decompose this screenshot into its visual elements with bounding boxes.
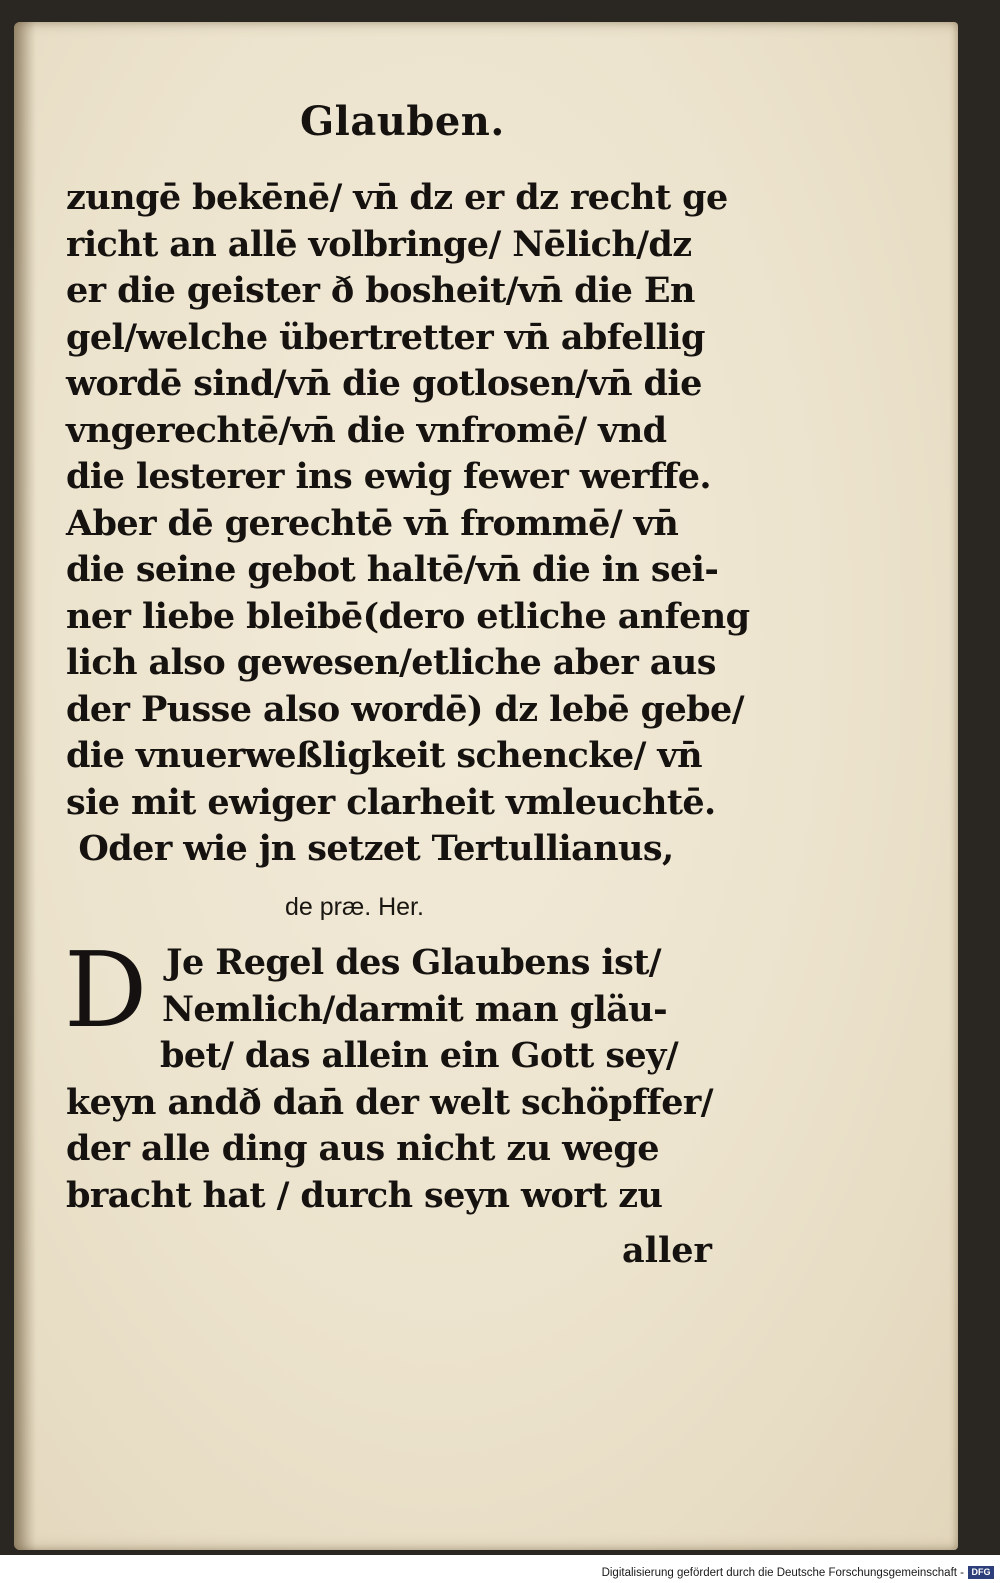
text-line: Je Regel des Glaubens ist/ (166, 942, 661, 983)
text-line: Aber dē gerechtē vn̄ frommē/ vn̄ (66, 502, 679, 544)
text-line: die seine gebot haltē/vn̄ die in sei- (66, 549, 719, 590)
text-line: sie mit ewiger clarheit vmleuchtē. (66, 781, 716, 823)
text-line: bet/ das allein ein Gott sey/ (160, 1035, 679, 1076)
text-line: er die geister ð bosheit/vn̄ die En (66, 270, 695, 311)
catchword: aller (622, 1230, 712, 1271)
text-line: wordē sind/vn̄ die gotlosen/vn̄ die (66, 363, 702, 404)
text-line: richt an allē volbringe/ Nēlich/dz (66, 223, 692, 265)
text-line: der Pusse also wordē) dz lebē gebe/ (66, 688, 744, 730)
text-line: der alle ding aus nicht zu wege (66, 1128, 659, 1169)
text-line: lich also gewesen/etliche aber aus (66, 642, 716, 683)
main-text-block (66, 175, 750, 873)
running-head: Glauben. (300, 98, 505, 145)
text-line: die vnuerweßligkeit schencke/ vn̄ (66, 735, 702, 776)
citation-line: Oder wie jn setzet Tertullianus, (78, 828, 674, 869)
text-line: vngerechtē/vn̄ die vnfromē/ vnd (66, 409, 667, 451)
digitization-credit: Digitalisierung gefördert durch die Deutsche Forschungsgemeinschaft - (601, 1567, 964, 1579)
text-line: gel/welche übertretter vn̄ abfellig (66, 316, 705, 358)
rule-of-faith-block (64, 929, 716, 1219)
source-subheading: de præ. Her. (285, 893, 424, 921)
text-line: ner liebe bleibē(dero etliche anfeng (66, 595, 750, 637)
text-line: zungē bekēnē/ vn̄ dz er dz recht ge (66, 177, 728, 218)
text-line: Nemlich/darmit man gläu- (162, 988, 668, 1030)
text-line: bracht hat / durch seyn wort zu (66, 1174, 663, 1216)
text-line: die lesterer ins ewig fewer werffe. (66, 456, 711, 497)
decorated-initial: D (64, 929, 148, 1051)
dfg-logo: DFG (968, 1566, 994, 1579)
text-line: keyn andð dan̄ der welt schöpffer/ (66, 1081, 713, 1123)
